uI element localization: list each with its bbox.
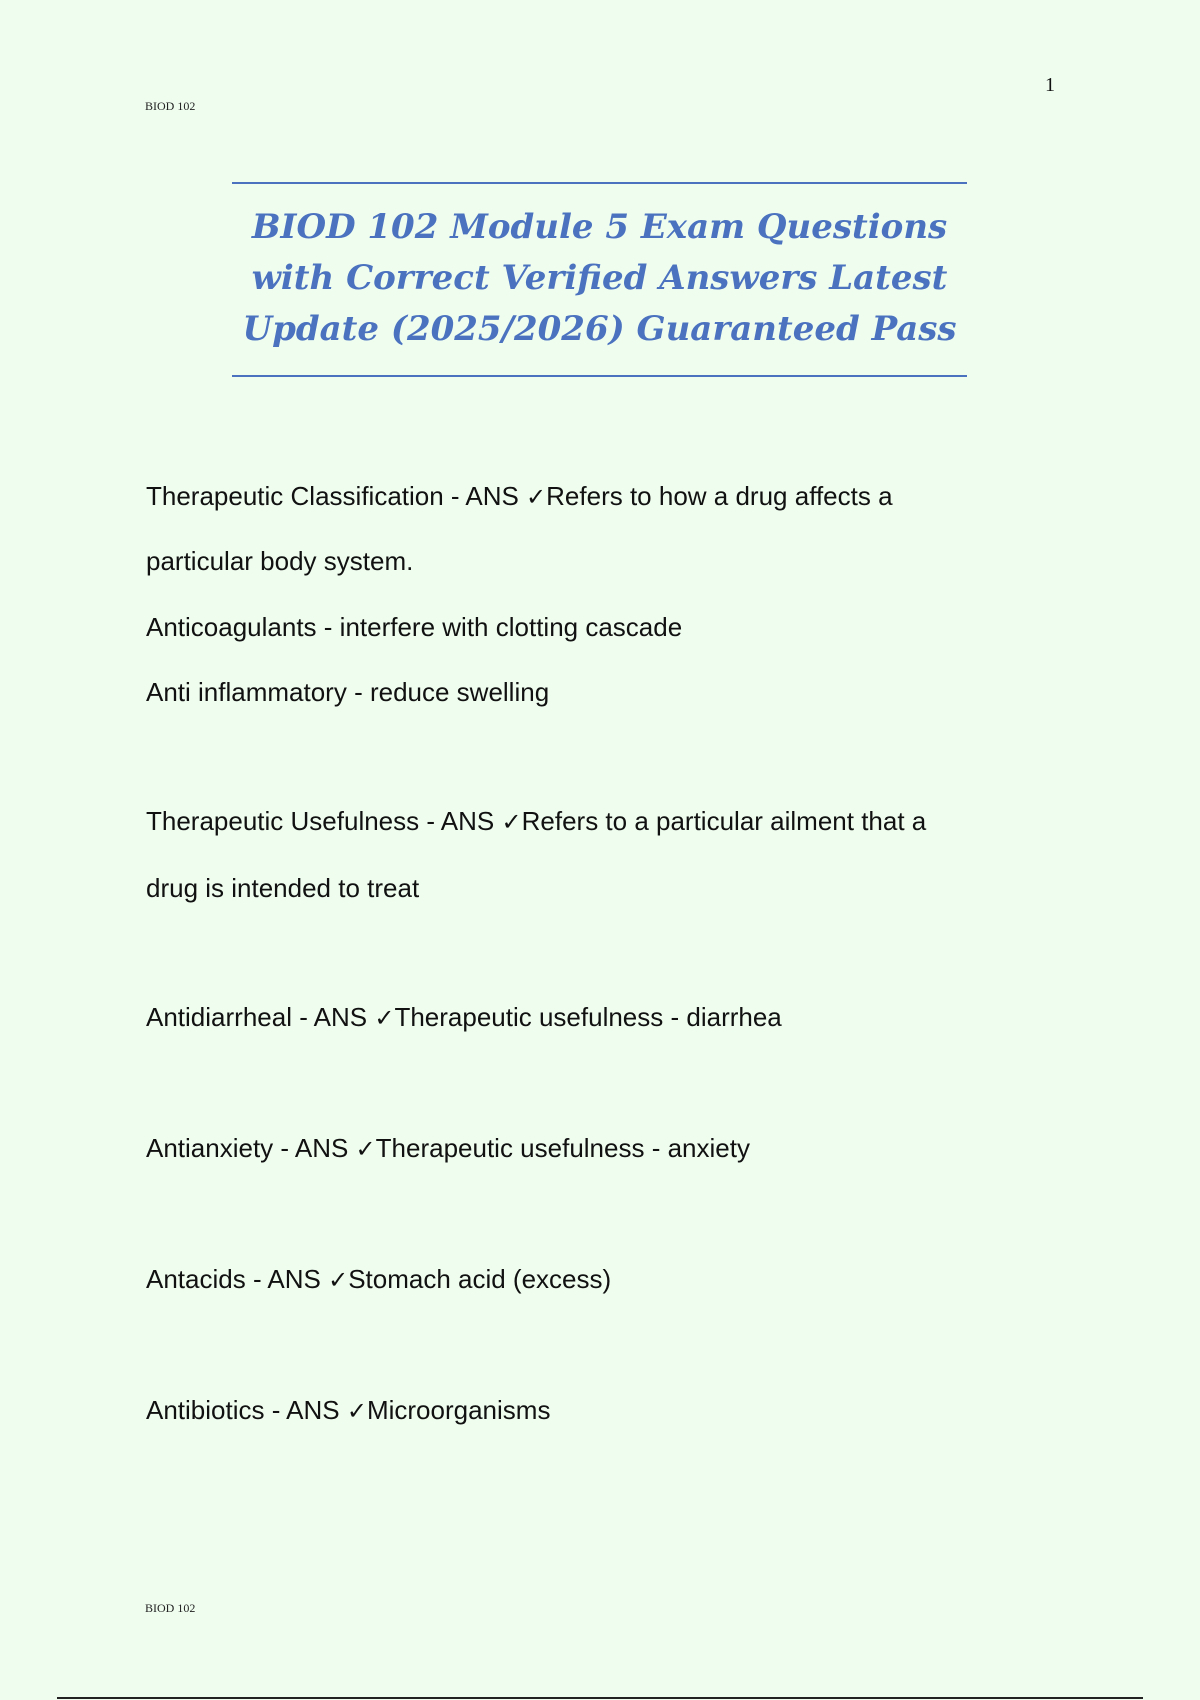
qa-antibiotics — [146, 1394, 550, 1427]
header-label: BIOD 102 — [145, 99, 196, 113]
check-icon: ✓ — [346, 1397, 367, 1425]
title-line-1: BIOD 102 Module 5 Exam Questions — [251, 207, 948, 247]
qa-term: Therapeutic Usefulness - ANS — [146, 806, 502, 836]
qa-term: Therapeutic Classification - ANS — [146, 481, 527, 511]
qa-answer: Microorganisms — [366, 1395, 551, 1425]
title-line-3: Update (2025/2026) Guaranteed Pass — [242, 309, 957, 349]
check-icon: ✓ — [374, 1004, 395, 1032]
qa-term: Antacids - ANS — [146, 1264, 329, 1294]
bottom-rule — [57, 1697, 1143, 1699]
qa-antianxiety — [146, 1132, 750, 1165]
qa-antacids — [146, 1263, 611, 1296]
qa-answer: Stomach acid (excess) — [348, 1264, 612, 1294]
qa-answer: Refers to how a drug affects a — [546, 481, 893, 511]
qa-term: Antidiarrheal - ANS — [146, 1002, 375, 1032]
title-line-2: with Correct Verified Answers Latest — [251, 258, 948, 298]
page-number: 1 — [1045, 74, 1055, 96]
qa-answer: Therapeutic usefulness - diarrhea — [394, 1002, 782, 1032]
qa-therapeutic-classification-line-3: Anticoagulants - interfere with clotting cascade — [146, 612, 683, 642]
qa-answer: Therapeutic usefulness - anxiety — [375, 1133, 750, 1163]
check-icon: ✓ — [526, 483, 547, 511]
qa-therapeutic-classification-line-1 — [146, 480, 893, 513]
footer-label: BIOD 102 — [145, 1601, 196, 1615]
qa-therapeutic-usefulness-line-2: drug is intended to treat — [146, 873, 420, 903]
qa-therapeutic-classification-line-4: Anti inflammatory - reduce swelling — [146, 677, 550, 707]
check-icon: ✓ — [355, 1135, 376, 1163]
qa-term: Antianxiety - ANS — [146, 1133, 356, 1163]
check-icon: ✓ — [328, 1266, 349, 1294]
check-icon: ✓ — [501, 808, 522, 836]
title-block — [232, 182, 967, 377]
qa-term: Antibiotics - ANS — [146, 1395, 347, 1425]
qa-therapeutic-usefulness-line-1 — [146, 805, 926, 838]
qa-answer: Refers to a particular ailment that a — [521, 806, 927, 836]
qa-antidiarrheal — [146, 1001, 782, 1034]
qa-therapeutic-classification-line-2: particular body system. — [146, 546, 414, 576]
